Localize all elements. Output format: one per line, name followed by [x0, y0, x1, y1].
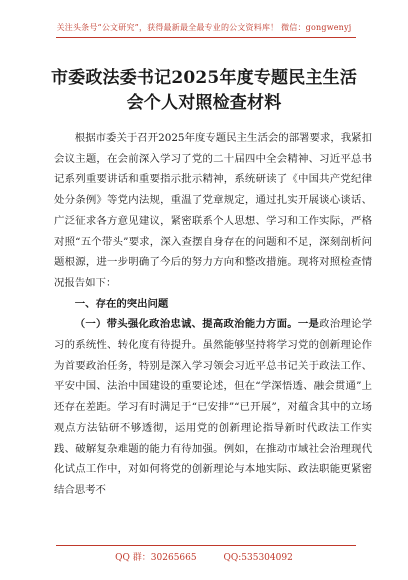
footer	[0, 550, 408, 563]
intro-paragraph: 根据市委关于召开2025年度专题民主生活会的部署要求，我紧扣会议主题，在会前深入学习了党的二十届四中全会精神、习近平总书记系列重要讲话和重要指示批示精神，系统研读了《中国共产党纪律处分条例》等党内法规，重温了党章规定，通过扎实开展谈心谈话、广泛征求各方意见建议，紧密联系个人思想、学习和工作实际，严格对照“五个带头”要求，深入查摆自身存在的问题和不足，深刻剖析问题根源，进一步明确了今后的努力方向和整改措施。现将对照检查情况报告如下：	[54, 132, 372, 289]
section-heading: 一、存在的突出问题	[74, 297, 169, 310]
sub-section-body: 政治理论学习的系统性、转化度有待提升。虽然能够坚持将学习党的创新理论作为首要政治任务，特别是深入学习领会习近平总书记关于政法工作、平安中国、法治中国建设的重要论述，但在“学深悟透、融会贯通”上还存在差距。学习有时满足于“已安排”“已开展”，对蕴含其中的立场观点方法钻研不够透彻，运用党的创新理论指导新时代政法工作实践、破解复杂难题的能力有待加强。例如，在推动市域社会治理现代化试点工作中，对如何将党的创新理论与本地实际、政法职能更紧密结合思考不	[54, 318, 373, 496]
footer-qq-group: QQ 群：30265665	[115, 553, 197, 563]
footer-qq: QQ:535304092	[223, 553, 293, 563]
document-body	[54, 128, 372, 501]
title-line-1: 市委政法委书记2025年度专题民主生活	[50, 68, 358, 88]
footer-divider	[56, 545, 356, 546]
title-line-2: 会个人对照检查材料	[126, 93, 282, 113]
point-lead: 一是	[297, 318, 320, 331]
sub-section-paragraph	[54, 314, 372, 500]
header-banner: 关注头条号“公文研究”，获得最新最全最专业的公文资料库！ 微信：gongwenyj	[56, 23, 352, 32]
header-divider	[56, 37, 356, 38]
sub-section-heading: （一）带头强化政治忠诚、提高政治能力方面。	[74, 318, 298, 331]
document-title	[30, 66, 378, 116]
